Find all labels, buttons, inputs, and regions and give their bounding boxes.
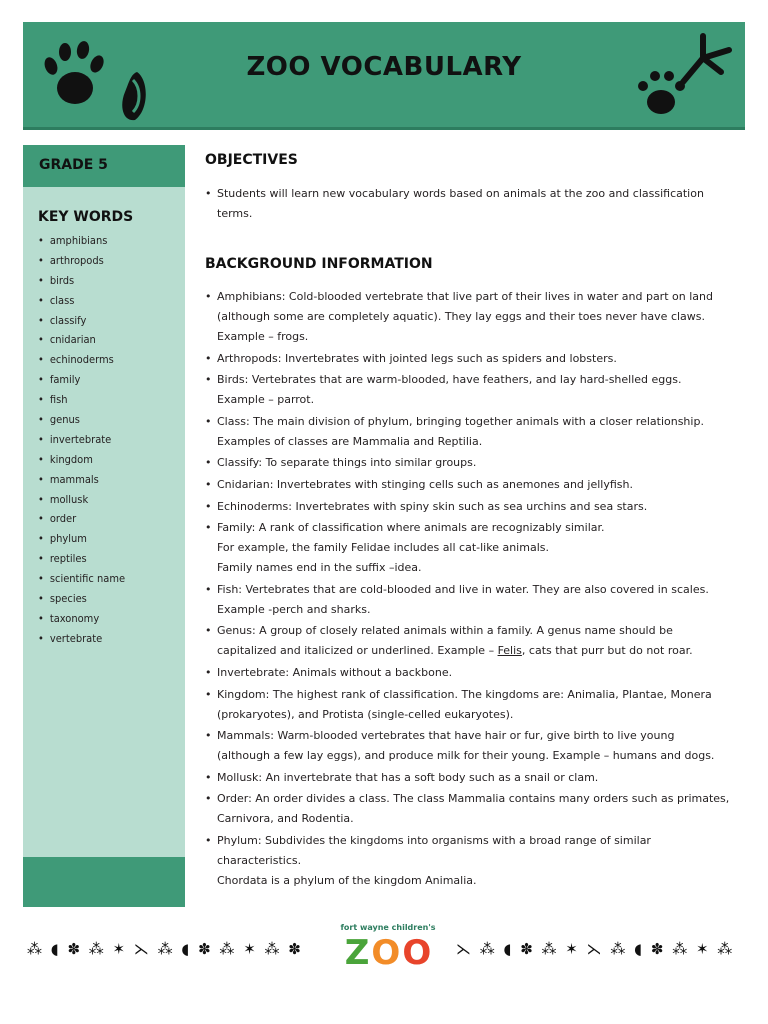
key-word-item: • mammals: [38, 470, 125, 490]
background-line: (although a few lay eggs), and produce milk for their young. Example – humans and dogs.: [217, 749, 715, 763]
bird-track-icon: [673, 32, 735, 88]
background-line: • Amphibians: Cold-blooded vertebrate that live part of their lives in water and part on land (although some are completely aquatic). They lay eggs and their toes never have claws.: [217, 290, 713, 323]
key-word-item: • reptiles: [38, 549, 125, 569]
background-item: [205, 349, 735, 369]
background-item: [205, 726, 735, 766]
main-content: [205, 150, 735, 893]
grade-label: GRADE 5: [39, 157, 108, 173]
key-word-item: • taxonomy: [38, 609, 125, 629]
key-word-item: • classify: [38, 311, 125, 331]
background-item: [205, 453, 735, 473]
key-words-list: [38, 231, 125, 649]
background-item: [205, 370, 735, 410]
background-line: • Birds: Vertebrates that are warm-blooded, have feathers, and lay hard-shelled eggs.: [217, 373, 682, 387]
animal-tracks-icon: ⋋ ⁂ ◖ ✽ ⁂ ✶ ⋋ ⁂ ◖ ✽ ⁂ ✶ ⁂: [456, 940, 735, 958]
key-word-item: • cnidarian: [38, 330, 125, 350]
background-item: [205, 580, 735, 620]
background-line: Example – frogs.: [217, 330, 309, 343]
sidebar: [23, 145, 185, 907]
key-word-item: • genus: [38, 410, 125, 430]
background-item: [205, 831, 735, 891]
background-line: • Class: The main division of phylum, bringing together animals with a closer relationship.: [217, 414, 704, 428]
genus-example: Felis: [497, 644, 522, 658]
background-line: Examples of classes are Mammalia and Reptilia.: [217, 434, 483, 448]
key-word-item: • birds: [38, 271, 125, 291]
background-line: • Echinoderms: Invertebrates with spiny skin such as sea urchins and sea stars.: [217, 499, 648, 513]
key-word-item: • echinoderms: [38, 350, 125, 370]
logo-letter: O: [371, 933, 401, 973]
sidebar-bottom-band: [23, 857, 185, 907]
background-item: [205, 287, 735, 347]
page-title: ZOO VOCABULARY: [246, 52, 522, 82]
logo-tagline: fort wayne children's: [340, 923, 436, 932]
background-item: [205, 663, 735, 683]
key-word-item: • invertebrate: [38, 430, 125, 450]
background-line: • Invertebrate: Animals without a backbone.: [217, 665, 453, 679]
background-line: Chordata is a phylum of the kingdom Animalia.: [217, 873, 477, 887]
logo-letter: O: [402, 933, 432, 973]
zoo-logo: [335, 923, 441, 975]
key-word-item: • amphibians: [38, 231, 125, 251]
background-line: • Kingdom: The highest rank of classification. The kingdoms are: Animalia, Plantae, Monera (prokaryotes), and Protista (single-celled eukaryotes).: [217, 687, 712, 721]
animal-tracks-icon: ⁂ ◖ ✽ ⁂ ✶ ⋋ ⁂ ◖ ✽ ⁂ ✶ ⁂ ✽: [27, 940, 303, 958]
background-line: Example -perch and sharks.: [217, 602, 371, 616]
key-word-item: • class: [38, 291, 125, 311]
background-line: • Fish: Vertebrates that are cold-blooded and live in water. They are also covered in scales.: [217, 582, 709, 596]
background-title: BACKGROUND INFORMATION: [205, 256, 433, 272]
header-banner: [23, 22, 745, 130]
objectives-list: [205, 184, 735, 224]
key-word-item: • order: [38, 509, 125, 529]
background-line: • Cnidarian: Invertebrates with stinging cells such as anemones and jellyfish.: [217, 477, 633, 491]
key-word-item: • fish: [38, 390, 125, 410]
background-line: • Arthropods: Invertebrates with jointed legs such as spiders and lobsters.: [217, 351, 617, 365]
objectives-title: OBJECTIVES: [205, 152, 298, 168]
background-item: [205, 475, 735, 495]
background-item: [205, 768, 735, 788]
key-word-item: • family: [38, 370, 125, 390]
background-item: [205, 789, 735, 829]
background-item: [205, 621, 735, 661]
background-line: • Mollusk: An invertebrate that has a soft body such as a snail or clam.: [217, 770, 599, 784]
background-line: • Phylum: Subdivides the kingdoms into organisms with a broad range of similar characteristics.: [217, 833, 651, 867]
background-line: Example – parrot.: [217, 393, 315, 407]
key-word-item: • scientific name: [38, 569, 125, 589]
logo-wordmark: [335, 934, 441, 972]
key-word-item: • vertebrate: [38, 629, 125, 649]
background-line: Genus: A group of closely related animals within a family. A genus name should be capitalized and italicized or underlined. Example –: [217, 624, 673, 658]
background-item: [205, 497, 735, 517]
key-word-item: • phylum: [38, 529, 125, 549]
key-word-item: • species: [38, 589, 125, 609]
logo-letter: Z: [344, 933, 370, 973]
key-word-item: • arthropods: [38, 251, 125, 271]
background-line: • Mammals: Warm-blooded vertebrates that have hair or fur, give birth to live young: [217, 729, 675, 743]
background-item: [205, 412, 735, 452]
key-words-title: KEY WORDS: [38, 209, 134, 225]
background-item: [205, 518, 735, 578]
key-word-item: • mollusk: [38, 490, 125, 510]
background-line: • Classify: To separate things into similar groups.: [217, 456, 477, 470]
background-line: , cats that purr but do not roar.: [521, 644, 693, 658]
key-word-item: • kingdom: [38, 450, 125, 470]
objective-item: • Students will learn new vocabulary words based on animals at the zoo and classification terms.: [205, 184, 735, 224]
background-line: Family names end in the suffix –idea.: [217, 561, 422, 575]
background-line: • Family: A rank of classification where animals are recognizably similar.: [217, 521, 605, 535]
background-line: For example, the family Felidae includes all cat-like animals.: [217, 541, 549, 555]
background-line: • Order: An order divides a class. The class Mammalia contains many orders such as primates, Carnivora, and Rodentia.: [217, 792, 730, 826]
background-item: [205, 685, 735, 725]
background-list: [205, 287, 735, 891]
